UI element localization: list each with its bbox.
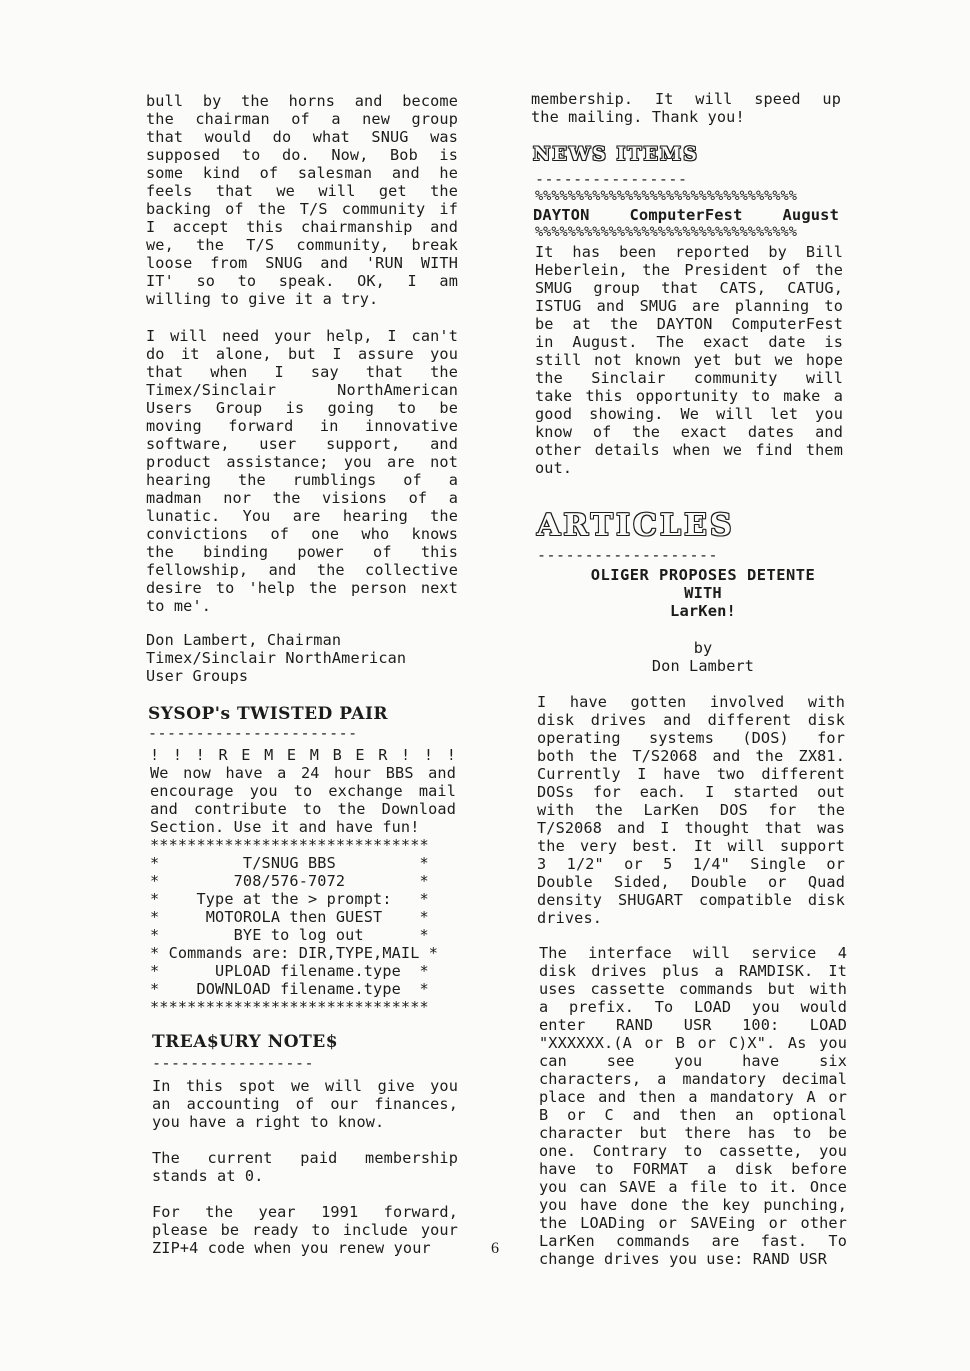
text-line: The current paid membership: [152, 1149, 458, 1167]
sysop-rule: ----------------------: [148, 724, 358, 742]
articles-rule: -------------------: [537, 546, 719, 564]
news-paragraph: [535, 243, 843, 477]
text-line: In this spot we will give you: [152, 1077, 458, 1095]
text-line: I have gotten involved with: [537, 693, 845, 711]
intro-paragraph: [146, 92, 458, 308]
treasury-paragraph-1: [152, 1077, 458, 1131]
text-line: Heberlein, the President of the: [535, 261, 843, 279]
article-paragraph-1: [537, 693, 845, 927]
text-line: Users Group is going to be: [146, 399, 458, 417]
article-paragraph-2: [539, 944, 847, 1268]
treasury-paragraph-2: [152, 1149, 458, 1185]
text-line: We now have a 24 hour BBS and: [150, 764, 456, 782]
help-paragraph: [146, 327, 458, 615]
sysop-paragraph: [150, 746, 456, 836]
text-line: a prefix. To LOAD you would: [539, 998, 847, 1016]
byline-by: by: [693, 639, 713, 657]
text-line: that would do what SNUG was: [146, 128, 458, 146]
text-line: lunatic. You are hearing the: [146, 507, 458, 525]
text-line: Timex/Sinclair NorthAmerican: [146, 649, 407, 667]
text-line: * Commands are: DIR,TYPE,MAIL *: [150, 944, 439, 962]
text-line: other details when we find them: [535, 441, 843, 459]
text-line: stands at 0.: [152, 1167, 264, 1185]
text-line: drives.: [537, 909, 603, 927]
text-line: disk drives and different disk: [537, 711, 845, 729]
bbs-box: [150, 836, 456, 1016]
treasury-heading: TREA$URY NOTE$: [152, 1032, 339, 1052]
text-line: * T/SNUG BBS *: [150, 854, 429, 872]
text-line: the LOADing or SAVEing or other: [539, 1214, 847, 1232]
text-line: supposed to do. Now, Bob is: [146, 146, 458, 164]
text-line: loose from SNUG and 'RUN WITH: [146, 254, 458, 272]
text-line: software, user support, and: [146, 435, 458, 453]
text-line: Timex/Sinclair NorthAmerican: [146, 381, 458, 399]
text-line: the chairman of a new group: [146, 110, 458, 128]
text-line: you have done the key punching,: [539, 1196, 847, 1214]
text-line: I accept this chairmanship and: [146, 218, 458, 236]
text-line: desire to 'help the person next: [146, 579, 458, 597]
text-line: that when I say that the: [146, 363, 458, 381]
page-number: 6: [491, 1240, 499, 1257]
percent-rule-bottom: %%%%%%%%%%%%%%%%%%%%%%%%%%%%%%%%: [535, 224, 797, 240]
text-line: good showing. We will let you: [535, 405, 843, 423]
articles-heading: ARTICLES: [537, 508, 735, 543]
text-line: LarKen commands are fast. To: [539, 1232, 847, 1250]
text-line: * 708/576-7072 *: [150, 872, 429, 890]
text-line: moving forward in innovative: [146, 417, 458, 435]
text-line: to me'.: [146, 597, 212, 615]
text-line: * UPLOAD filename.type *: [150, 962, 429, 980]
text-line: can see you have six: [539, 1052, 847, 1070]
text-line: ISTUG and SMUG are planning to: [535, 297, 843, 315]
text-line: disk drives plus a RAMDISK. It: [539, 962, 847, 980]
text-line: I will need your help, I can't: [146, 327, 458, 345]
text-line: uses cassette commands but with: [539, 980, 847, 998]
text-line: you have a right to know.: [152, 1113, 385, 1131]
text-line: please be ready to include your: [152, 1221, 458, 1239]
text-line: still not known yet but we hope: [535, 351, 843, 369]
text-line: take this opportunity to make a: [535, 387, 843, 405]
text-line: For the year 1991 forward,: [152, 1203, 458, 1221]
continued-paragraph: [531, 90, 841, 126]
text-line: be at the DAYTON ComputerFest: [535, 315, 843, 333]
text-line: do it alone, but I assure you: [146, 345, 458, 363]
signature-block: [146, 631, 458, 685]
text-line: The interface will service 4: [539, 944, 847, 962]
text-line: you can SAVE a file to it. Once: [539, 1178, 847, 1196]
treasury-rule: -----------------: [152, 1054, 315, 1072]
text-line: ! ! ! R E M E M B E R ! ! !: [150, 746, 456, 764]
text-line: Don Lambert, Chairman: [146, 631, 342, 649]
text-line: both the T/S2068 and the ZX81.: [537, 747, 845, 765]
text-line: some kind of salesman and he: [146, 164, 458, 182]
text-line: the binding power of this: [146, 543, 458, 561]
text-line: product assistance; you are not: [146, 453, 458, 471]
byline-author: Don Lambert: [651, 657, 755, 675]
text-line: membership. It will speed up: [531, 90, 841, 108]
text-line: the very best. It will support: [537, 837, 845, 855]
text-line: in August. The exact date is: [535, 333, 843, 351]
text-line: density SHUGART compatible disk: [537, 891, 845, 909]
text-line: encourage you to exchange mail: [150, 782, 456, 800]
sysop-heading: SYSOP's TWISTED PAIR: [148, 704, 389, 724]
text-line: Section. Use it and have fun!: [150, 818, 420, 836]
text-line: B or C and then an optional: [539, 1106, 847, 1124]
text-line: * Type at the > prompt: *: [150, 890, 429, 908]
text-line: enter RAND USR 100: LOAD: [539, 1016, 847, 1034]
text-line: * MOTOROLA then GUEST *: [150, 908, 429, 926]
text-line: willing to give it a try.: [146, 290, 379, 308]
text-line: the mailing. Thank you!: [531, 108, 745, 126]
text-line: ******************************: [150, 836, 429, 854]
text-line: convictions of one who knows: [146, 525, 458, 543]
text-line: change drives you use: RAND USR: [539, 1250, 828, 1268]
text-line: hearing the rumblings of a: [146, 471, 458, 489]
text-line: operating systems (DOS) for: [537, 729, 845, 747]
text-line: madman nor the visions of a: [146, 489, 458, 507]
news-rule: ----------------: [535, 170, 688, 188]
text-line: * DOWNLOAD filename.type *: [150, 980, 429, 998]
text-line: fellowship, and the collective: [146, 561, 458, 579]
text-line: bull by the horns and become: [146, 92, 458, 110]
text-line: have to FORMAT a disk before: [539, 1160, 847, 1178]
text-line: and contribute to the Download: [150, 800, 456, 818]
text-line: * BYE to log out *: [150, 926, 429, 944]
text-line: "XXXXXX.(A or B or C)X". As you: [539, 1034, 847, 1052]
text-line: SMUG group that CATS, CATUG,: [535, 279, 843, 297]
percent-rule-top: %%%%%%%%%%%%%%%%%%%%%%%%%%%%%%%%: [535, 188, 797, 204]
text-line: one. Contrary to cassette, you: [539, 1142, 847, 1160]
text-line: ******************************: [150, 998, 429, 1016]
text-line: the Sinclair community will: [535, 369, 843, 387]
text-line: character but there has to be: [539, 1124, 847, 1142]
text-line: It has been reported by Bill: [535, 243, 843, 261]
text-line: Double Sided, Double or Quad: [537, 873, 845, 891]
text-line: ZIP+4 code when you renew your: [152, 1239, 431, 1257]
article-title-line-1: OLIGER PROPOSES DETENTE: [590, 566, 816, 584]
text-line: 3 1/2" or 5 1/4" Single or: [537, 855, 845, 873]
text-line: know of the exact dates and: [535, 423, 843, 441]
article-title-line-3: LarKen!: [670, 602, 736, 620]
text-line: IT' so to speak. OK, I am: [146, 272, 458, 290]
text-line: we, the T/S community, break: [146, 236, 458, 254]
treasury-paragraph-3: [152, 1203, 458, 1257]
news-heading: NEWS ITEMS: [533, 143, 699, 165]
text-line: backing of the T/S community if: [146, 200, 458, 218]
text-line: characters, a mandatory decimal: [539, 1070, 847, 1088]
text-line: out.: [535, 459, 573, 477]
text-line: T/S2068 and I thought that was: [537, 819, 845, 837]
article-title-line-2: WITH: [684, 584, 722, 602]
text-line: an accounting of our finances,: [152, 1095, 458, 1113]
dayton-title: DAYTON ComputerFest August: [533, 206, 839, 224]
text-line: feels that we will get the: [146, 182, 458, 200]
text-line: place and then a mandatory A or: [539, 1088, 847, 1106]
text-line: Currently I have two different: [537, 765, 845, 783]
text-line: with the LarKen DOS for the: [537, 801, 845, 819]
text-line: DOSs for each. I started out: [537, 783, 845, 801]
text-line: User Groups: [146, 667, 249, 685]
